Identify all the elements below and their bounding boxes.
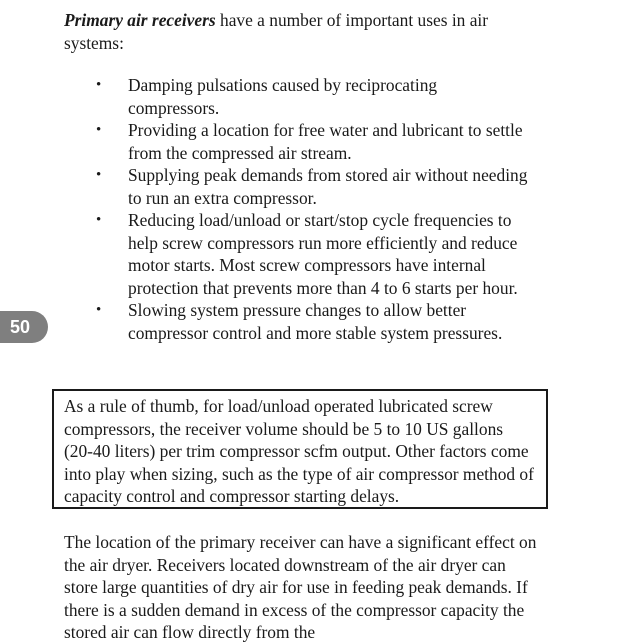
rule-of-thumb-box: As a rule of thumb, for load/unload operated lubricated screw compressors, the receiver volume should be 5 to 10 US gallons (20-40 liters) per trim compressor scfm output. Other factors come into play when sizing, such as the type of air compressor method of capacity control and compressor starting delays.: [52, 389, 548, 509]
list-item: [96, 164, 528, 209]
intro-paragraph: [64, 9, 534, 54]
closing-paragraph: The location of the primary receiver can have a significant effect on the air dryer. Receivers located downstream of the air dryer can store large quantities of dry air for use in feeding peak demands. If there is a sudden demand in excess of the compressor capacity the stored air can flow directly from the: [64, 532, 537, 642]
list-item-text: Providing a location for free water and lubricant to settle from the compressed air stream.: [128, 120, 523, 163]
list-item-text: Supplying peak demands from stored air without needing to run an extra compressor.: [128, 165, 528, 208]
list-item: [96, 119, 528, 164]
intro-rest: have a number of important uses in air systems:: [64, 10, 489, 53]
list-item: [96, 209, 528, 299]
list-item-text: Reducing load/unload or start/stop cycle frequencies to help screw compressors run more efficiently and reduce motor starts. Most screw compressors have internal protection that prevents more than 4 to 6 starts per hour.: [128, 210, 518, 298]
page-number-tab: 50: [0, 311, 48, 343]
bullet-icon: •: [96, 302, 102, 318]
bullet-icon: •: [96, 122, 102, 138]
bullet-icon: •: [96, 77, 102, 93]
uses-list: [96, 74, 528, 344]
bullet-icon: •: [96, 212, 102, 228]
list-item: [96, 299, 528, 344]
intro-lead: Primary air receivers: [64, 10, 216, 30]
bullet-icon: •: [96, 167, 102, 183]
list-item: [96, 74, 528, 119]
list-item-text: Damping pulsations caused by reciprocating compressors.: [128, 75, 438, 118]
list-item-text: Slowing system pressure changes to allow better compressor control and more stable system pressures.: [128, 300, 503, 343]
